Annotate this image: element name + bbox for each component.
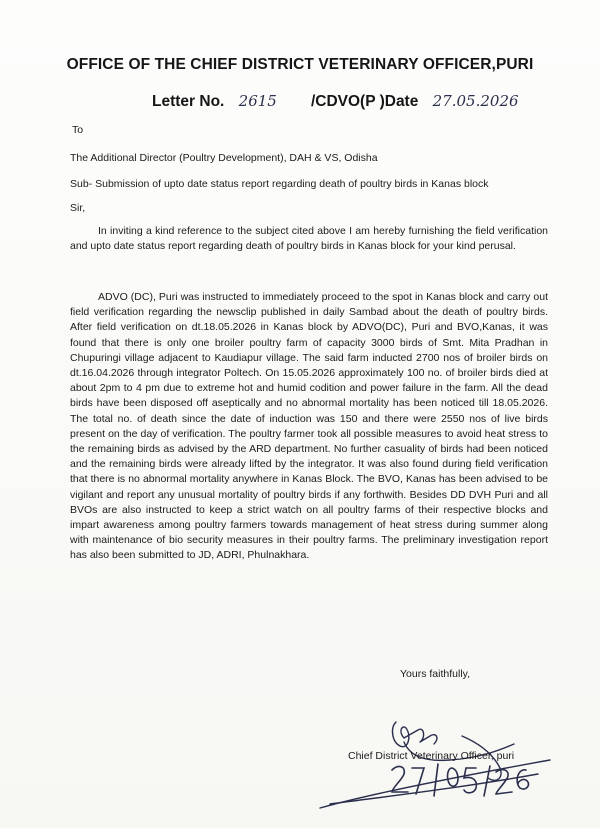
letter-reference-line	[152, 92, 592, 111]
subject-line: Sub- Submission of upto date status report regarding death of poultry birds in Kanas block	[70, 178, 489, 190]
body-paragraph-1: In inviting a kind reference to the subject cited above I am hereby furnishing the field verification and upto date status report regarding death of poultry birds in Kanas block for your kind perusal.	[70, 225, 548, 253]
body-paragraph-2: ADVO (DC), Puri was instructed to immediately proceed to the spot in Kanas block and carry out field verification regarding the newsclip published in daily Sambad about the death of poultry birds. After field verification on dt.18.05.2026 in Kanas block by ADVO(DC), Puri and BVO,Kanas, it was found that there is only one broiler poultry farm of capacity 3000 birds of Smt. Mita Pradhan in Chupuringi village adjacent to Kaudiapur village. The said farm inducted 2700 nos of broiler birds on dt.16.04.2026 through integrator Poltech. On 15.05.2026 approximately 100 no. of broiler birds died at about 2pm to 4 pm due to extreme hot and humid codition and power failure in the farm. All the dead birds have been disposed off aseptically and no abnormal mortality has been noticed till 18.05.2026. The total no. of death since the date of induction was 150 and there were 2550 nos of live birds present on the day of verification. The poultry farmer took all possible measures to avoid heat stress to the remaining birds as advised by the ARD department. No further casuality of birds had been noticed and the remaining birds were already lifted by the integrator. It was also found during field verification that there is no abnormal mortality anywhere in Kanas Block. The BVO, Kanas has been advised to be vigilant and report any unusual mortality of poultry birds if any forthwith. Besides DD DVH Puri and all BVOs are also instructed to keep a strict watch on all poultry farms of their respective blocks and impart awareness among poultry farmers towards management of heat stress during summer along with maintenance of bio security measures in their poultry farms. The preliminary investigation report has also been submitted to JD, ADRI, Phulnakhara.	[70, 291, 548, 562]
handwritten-signature	[300, 708, 560, 818]
addressee: The Additional Director (Poultry Development), DAH & VS, Odisha	[70, 152, 378, 164]
letter-number-label: Letter No.	[152, 93, 225, 110]
signatory-title: Chief District Veterinary Officer, puri	[348, 750, 515, 762]
office-heading: OFFICE OF THE CHIEF DISTRICT VETERINARY OFFICER,PURI	[66, 56, 534, 73]
letter-date-value: 27.05.2026	[432, 92, 519, 110]
to-label: To	[72, 124, 84, 136]
salutation: Sir,	[70, 202, 86, 214]
reference-label: /CDVO(P )Date	[310, 93, 419, 110]
letter-number-value: 2615	[238, 92, 277, 110]
closing: Yours faithfully,	[400, 668, 471, 680]
